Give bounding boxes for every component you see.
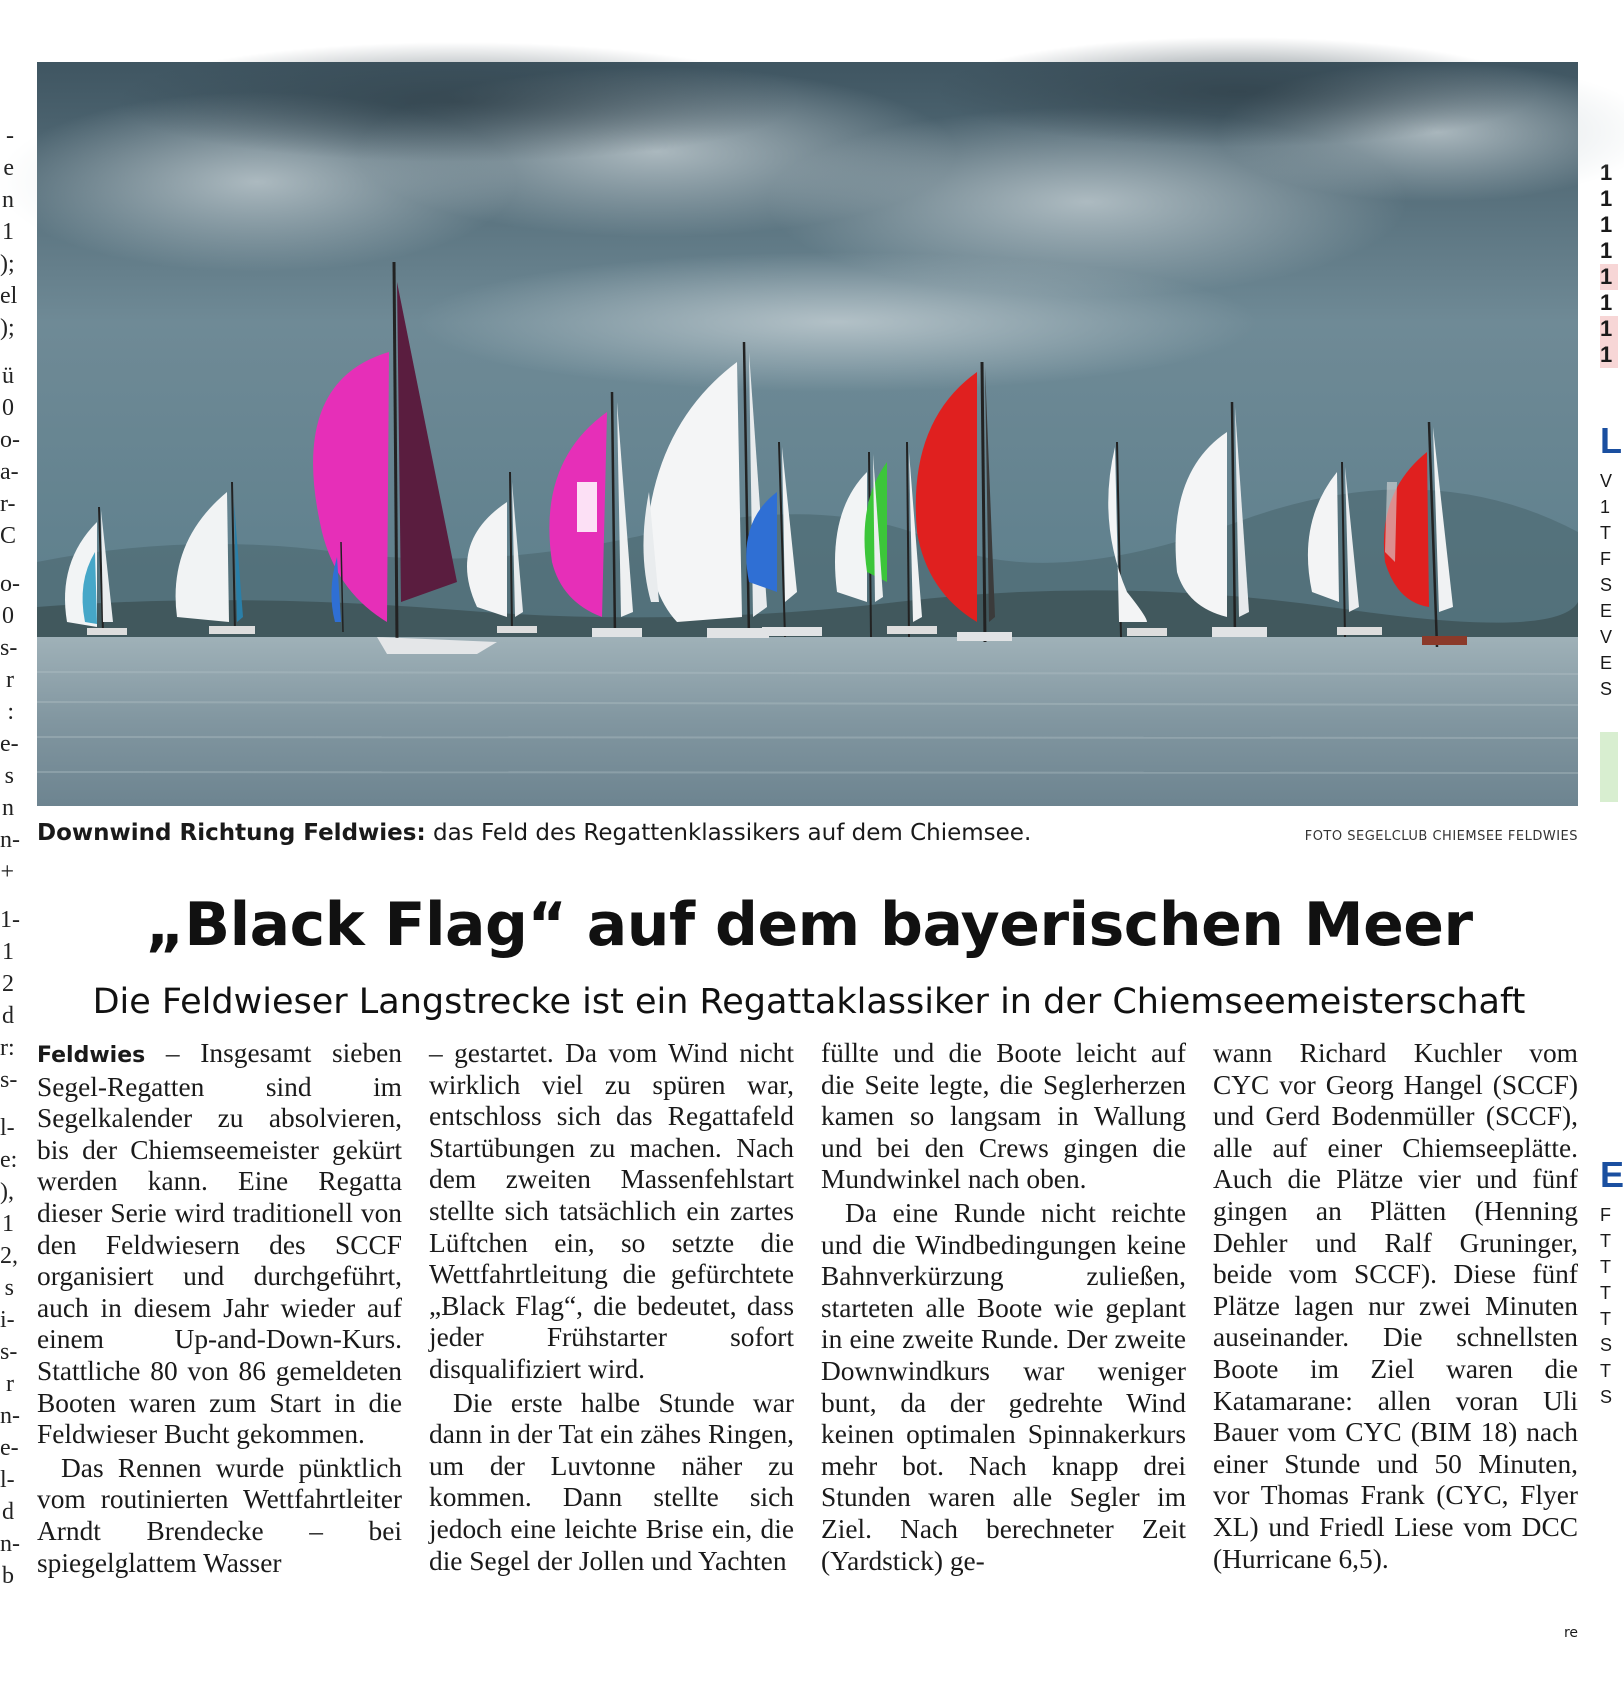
left-fragment-line: r-: [0, 491, 16, 517]
left-fragment-line: [0, 344, 14, 360]
article-column-3: [821, 1038, 1186, 1577]
left-fragment-line: s-: [0, 1339, 18, 1365]
right-line: S: [1600, 1387, 1613, 1407]
left-fragment-line: +: [0, 859, 14, 885]
regatta-photo-illustration: [37, 62, 1578, 806]
left-fragment-line: s: [4, 763, 14, 789]
article-paragraph: Da eine Runde nicht reichte und die Windbedingungen keine Bahnverkürzung zuließen, starteten alle Boote wie geplant in eine zweite Runde. Der zweite Downwindkurs war weniger bunt, da der gedrehte Wind keinen optimalen Spinnakerkurs mehr bot. Nach knapp drei Stunden waren alle Segler im Ziel. Nach berechneter Zeit (Yardstick) ge-: [821, 1197, 1186, 1576]
left-fragment-line: n-: [0, 1531, 20, 1557]
left-fragment-line: 1: [2, 219, 14, 245]
article-body: [37, 1038, 1578, 1668]
left-fragment-line: s-: [0, 635, 18, 661]
left-fragment-line: l-: [0, 1115, 15, 1141]
left-fragment-line: :: [7, 699, 14, 725]
adjacent-content-right-fragment: [1600, 160, 1624, 1410]
article-paragraph: Das Rennen wurde pünktlich vom routinierten Wettfahrtleiter Arndt Brendecke – bei spiegelglattem Wasser: [37, 1452, 402, 1578]
left-fragment-line: -: [6, 123, 14, 149]
left-fragment-line: ü: [2, 363, 14, 389]
headline: „Black Flag“ auf dem bayerischen Meer: [145, 890, 1473, 960]
photo-credit: FOTO SEGELCLUB CHIEMSEE FELDWIES: [1304, 829, 1578, 844]
left-fragment-line: el: [0, 283, 18, 309]
right-number: 1: [1600, 238, 1613, 263]
article-paragraph: füllte und die Boote leicht auf die Seite legte, die Seglerherzen kamen so langsam in Wallung und bei den Crews gingen die Mundwinkel nach oben.: [821, 1038, 1186, 1195]
right-line: T: [1600, 523, 1611, 543]
caption-lead: Downwind Richtung Feldwies:: [37, 820, 426, 846]
left-fragment-line: o-: [0, 571, 20, 597]
left-fragment-line: n-: [0, 1403, 20, 1429]
left-fragment-line: d: [2, 1003, 14, 1029]
left-fragment-line: r: [6, 667, 14, 693]
subheadline: Die Feldwieser Langstrecke ist ein Regattaklassiker in der Chiemseemeisterschaft: [92, 982, 1526, 1022]
right-number: 1: [1600, 316, 1618, 342]
right-number: 1: [1600, 342, 1618, 368]
right-heading-2: E: [1600, 1154, 1624, 1195]
left-fragment-line: e:: [0, 1147, 18, 1173]
right-line: T: [1600, 1309, 1611, 1329]
left-fragment-line: l-: [0, 1467, 15, 1493]
left-fragment-line: ),: [0, 1179, 14, 1205]
article-paragraph: Die erste halbe Stunde war dann in der Tat ein zähes Ringen, um der Luvtonne näher zu kommen. Dann stellte sich jedoch eine leichte Brise ein, die die Segel der Jollen und Yachten: [429, 1387, 794, 1576]
right-number: 1: [1600, 212, 1613, 237]
left-fragment-line: n-: [0, 827, 20, 853]
left-fragment-line: n: [2, 795, 14, 821]
right-heading: L: [1600, 420, 1622, 461]
right-line: S: [1600, 575, 1613, 595]
right-line: S: [1600, 1335, 1613, 1355]
article-paragraph: [37, 1038, 402, 1451]
adjacent-article-left-fragment: [0, 120, 20, 1592]
left-fragment-line: 2,: [0, 1243, 18, 1269]
left-fragment-line: [0, 1096, 14, 1112]
dateline: Feldwies: [37, 1043, 146, 1068]
left-fragment-line: s: [4, 1275, 14, 1301]
left-fragment-line: 1: [2, 1211, 14, 1237]
left-fragment-line: 1: [2, 939, 14, 965]
right-number: 1: [1600, 290, 1613, 315]
right-line: T: [1600, 1283, 1611, 1303]
left-fragment-line: d: [2, 1499, 14, 1525]
left-fragment-line: s-: [0, 1067, 18, 1093]
left-fragment-line: 2: [2, 971, 14, 997]
left-fragment-line: [0, 552, 14, 568]
left-fragment-line: o-: [0, 427, 20, 453]
right-line: E: [1600, 653, 1613, 673]
article-paragraph: wann Richard Kuchler vom CYC vor Georg Hangel (SCCF) und Gerd Bodenmüller (SCCF), alle auf einer Chiemseeplätte. Auch die Plätze vier und fünf gingen an Plätten (Henning Dehler und Ralf Gruninger, beide vom SCCF). Diese fünf Plätze lagen nur zwei Minuten auseinander. Die schnellsten Boote im Ziel waren die Katamarane: allen voran Uli Bauer vom CYC (BIM 18) nach einer Stunde und 50 Minuten, vor Thomas Frank (CYC, Flyer XL) und Friedl Liese vom DCC (Hurricane 6,5).: [1213, 1038, 1578, 1574]
right-number: 1: [1600, 264, 1618, 290]
right-line: V: [1600, 627, 1613, 647]
regatta-photo: [37, 62, 1578, 806]
right-line: T: [1600, 1361, 1611, 1381]
author-initials: re: [1563, 1625, 1578, 1642]
left-fragment-line: e-: [0, 1435, 19, 1461]
right-number: 1: [1600, 186, 1613, 211]
right-green-box: [1600, 732, 1618, 802]
left-fragment-line: 0: [2, 395, 14, 421]
article-column-1: [37, 1038, 402, 1579]
right-line: 1: [1600, 497, 1611, 517]
right-line: S: [1600, 679, 1613, 699]
left-fragment-line: r:: [0, 1035, 15, 1061]
right-line: E: [1600, 601, 1613, 621]
left-fragment-line: );: [0, 251, 15, 277]
article-column-2: [429, 1038, 794, 1577]
left-fragment-line: a-: [0, 459, 19, 485]
caption-text: das Feld des Regattenklassikers auf dem Chiemsee.: [425, 820, 1032, 846]
right-line: F: [1600, 1205, 1611, 1225]
photo-caption: [37, 820, 1578, 854]
right-line: T: [1600, 1257, 1611, 1277]
left-fragment-line: b: [2, 1563, 14, 1589]
right-line: V: [1600, 471, 1613, 491]
article-column-4: [1213, 1038, 1578, 1575]
left-fragment-line: r: [6, 1371, 14, 1397]
left-fragment-line: 0: [2, 603, 14, 629]
left-fragment-line: C: [0, 523, 17, 549]
left-fragment-line: 1-: [0, 907, 20, 933]
article-paragraph: – gestartet. Da vom Wind nicht wirklich viel zu spüren war, entschloss sich das Regattafeld Startübungen zu machen. Nach dem zweiten Massenfehlstart stellte sich tatsächlich ein zartes Lüftchen ein, so setzte die Wettfahrtleitung die gefürchtete „Black Flag“, die bedeutet, dass jeder Frühstarter sofort disqualifiziert wird.: [429, 1038, 794, 1384]
right-line: T: [1600, 1231, 1611, 1251]
paragraph-text: – Insgesamt sieben Segel-Regatten sind im Segelkalender zu absolvieren, bis der Chiemseemeister gekürt werden kann. Eine Regatta dieser Serie wird traditionell von den Feldwiesern des SCCF organisiert und durchgeführt, auch in diesem Jahr wieder auf einem Up-and-Down-Kurs. Stattliche 80 von 86 gemeldeten Booten waren zum Start in die Feldwieser Bucht gekommen.: [37, 1038, 402, 1450]
left-fragment-line: );: [0, 315, 15, 341]
right-line: F: [1600, 549, 1611, 569]
left-fragment-line: e-: [0, 731, 19, 757]
left-fragment-line: i-: [0, 1307, 15, 1333]
